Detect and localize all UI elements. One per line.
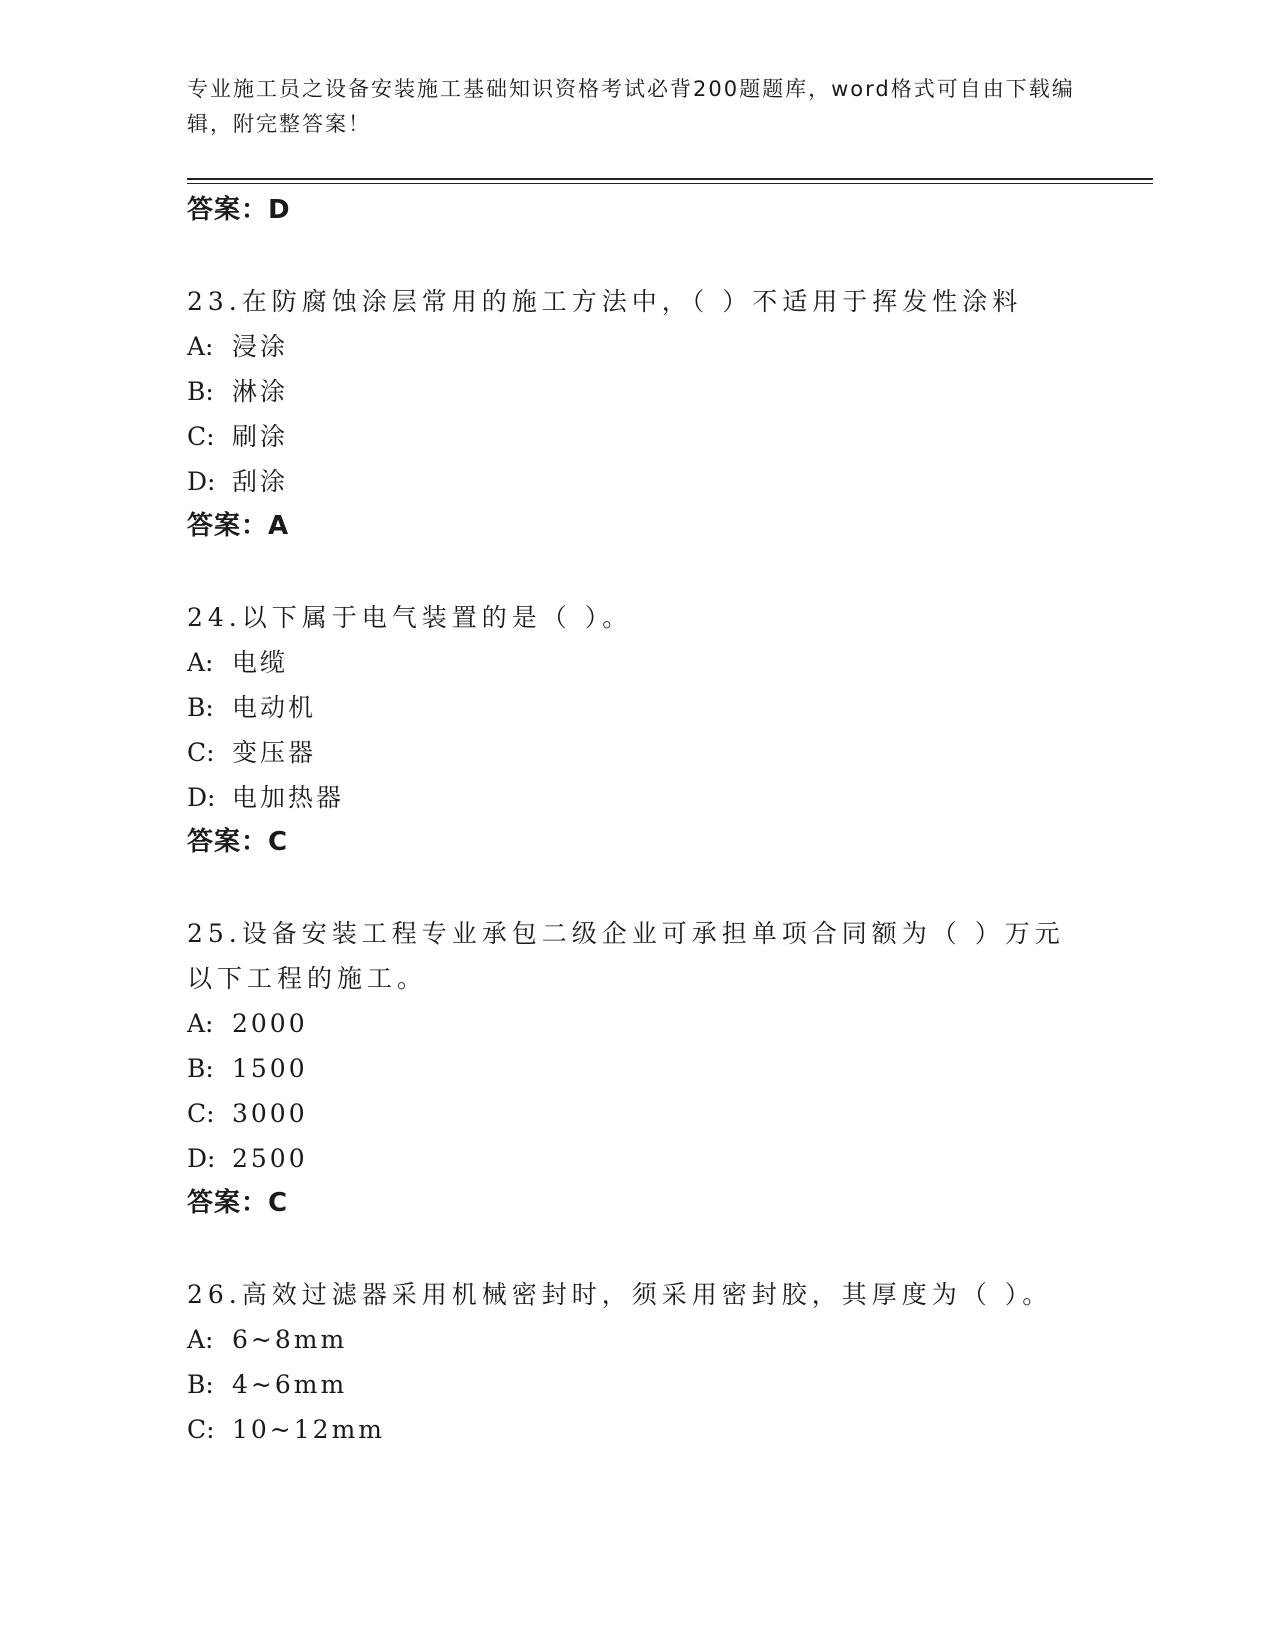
option-a xyxy=(187,324,1087,369)
option-letter: A: xyxy=(187,332,214,361)
question-answer: 答案：C xyxy=(187,1188,289,1218)
header-title: 专业施工员之设备安装施工基础知识资格考试必背200题题库，word格式可自由下载编辑，附完整答案！ xyxy=(187,77,1075,136)
option-letter: B: xyxy=(187,377,214,406)
option-letter: D: xyxy=(187,1144,216,1173)
question-list xyxy=(187,188,1087,1452)
option-text: 淋涂 xyxy=(232,377,289,406)
option-text: 2500 xyxy=(232,1144,308,1173)
option-letter: B: xyxy=(187,1054,214,1083)
question-25 xyxy=(187,911,1087,1226)
option-b xyxy=(187,1046,1087,1091)
option-letter: A: xyxy=(187,648,214,677)
option-text: 变压器 xyxy=(232,738,317,767)
question-stem: 24.以下属于电气装置的是（ ）。 xyxy=(187,603,633,632)
option-text: 电缆 xyxy=(232,648,289,677)
option-text: 6~8mm xyxy=(232,1325,348,1354)
spacer xyxy=(187,549,1087,595)
question-stem: 23.在防腐蚀涂层常用的施工方法中，（ ）不适用于挥发性涂料 xyxy=(187,287,1023,316)
option-a xyxy=(187,640,1087,685)
option-text: 刷涂 xyxy=(232,422,289,451)
option-letter: D: xyxy=(187,467,216,496)
header-divider-thin xyxy=(187,183,1153,184)
question-answer: 答案：C xyxy=(187,827,289,857)
spacer xyxy=(187,865,1087,911)
option-text: 3000 xyxy=(232,1099,308,1128)
option-letter: B: xyxy=(187,1370,214,1399)
option-a xyxy=(187,1001,1087,1046)
option-c xyxy=(187,730,1087,775)
option-d xyxy=(187,775,1087,820)
option-d xyxy=(187,459,1087,504)
option-c xyxy=(187,414,1087,459)
option-text: 电加热器 xyxy=(232,783,345,812)
option-text: 2000 xyxy=(232,1009,308,1038)
question-23 xyxy=(187,279,1087,549)
option-b xyxy=(187,685,1087,730)
option-letter: A: xyxy=(187,1009,214,1038)
option-a xyxy=(187,1317,1087,1362)
option-text: 1500 xyxy=(232,1054,308,1083)
option-letter: A: xyxy=(187,1325,214,1354)
document-header xyxy=(187,72,1087,142)
option-text: 10~12mm xyxy=(232,1415,385,1444)
option-text: 4~6mm xyxy=(232,1370,348,1399)
spacer xyxy=(187,233,1087,279)
option-c xyxy=(187,1091,1087,1136)
option-d xyxy=(187,1136,1087,1181)
option-letter: C: xyxy=(187,1099,215,1128)
previous-answer: 答案：D xyxy=(187,195,291,225)
question-answer: 答案：A xyxy=(187,511,290,541)
spacer xyxy=(187,1226,1087,1272)
question-stem: 26.高效过滤器采用机械密封时，须采用密封胶，其厚度为（ ）。 xyxy=(187,1280,1053,1309)
option-c xyxy=(187,1407,1087,1452)
option-letter: C: xyxy=(187,1415,215,1444)
option-letter: B: xyxy=(187,693,214,722)
header-divider-thick xyxy=(187,178,1153,180)
option-text: 刮涂 xyxy=(232,467,289,496)
option-letter: C: xyxy=(187,422,215,451)
option-letter: D: xyxy=(187,783,216,812)
question-stem: 25.设备安装工程专业承包二级企业可承担单项合同额为（ ）万元以下工程的施工。 xyxy=(187,919,1065,993)
option-b xyxy=(187,1362,1087,1407)
option-text: 电动机 xyxy=(232,693,317,722)
question-24 xyxy=(187,595,1087,865)
option-b xyxy=(187,369,1087,414)
option-text: 浸涂 xyxy=(232,332,289,361)
option-letter: C: xyxy=(187,738,215,767)
question-26 xyxy=(187,1272,1087,1452)
